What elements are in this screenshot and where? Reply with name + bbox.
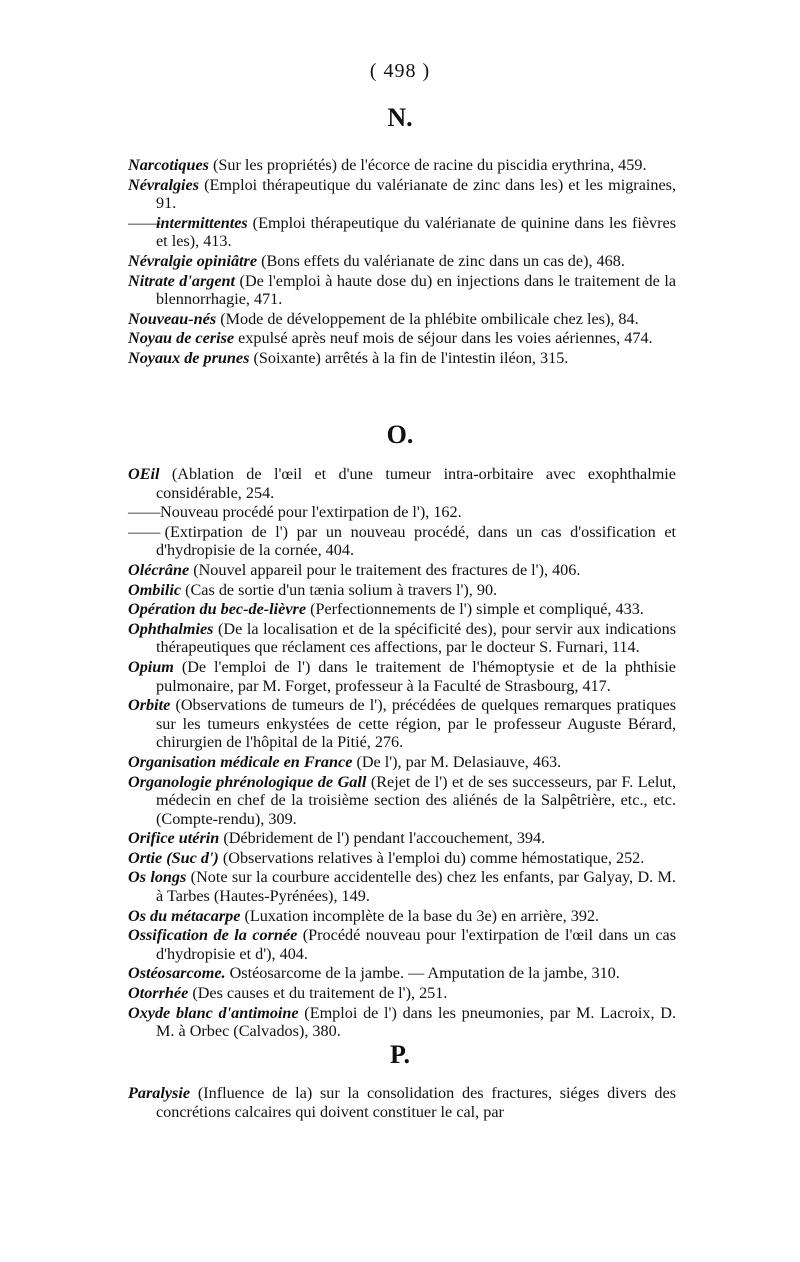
index-entry [128,581,676,600]
index-entry [128,849,676,868]
entry-term: Névralgie opiniâtre [128,251,258,270]
index-entry [128,465,676,502]
entry-text: (Rejet de l') et de ses successeurs, par F. Lelut, médecin en chef de la troisième section des aliénés de la Salpêtrière, etc., etc. (Compte-rendu), 309. [156,772,676,828]
entry-text: (Mode de développement de la phlébite ombilicale chez les), 84. [216,309,639,328]
entry-term: Otorrhée [128,984,189,1003]
index-entry [128,753,676,772]
index-entry [128,272,676,309]
entry-term: Ostéosarcome. [128,964,226,983]
entry-text: Ostéosarcome de la jambe. — Amputation de la jambe, 310. [225,964,620,983]
entry-term: Opium [128,657,174,676]
index-entry [128,156,676,175]
entry-text: (Observations de tumeurs de l'), précédées de quelques remarques pratiques sur les tumeurs enkystées de cette région, par le professeur Auguste Bérard, chirurgien de l'hôpital de la Pitié, 276. [156,696,676,752]
entry-text: (Influence de la) sur la consolidation des fractures, siéges divers des concrétions calcaires qui doivent constituer le cal, par [156,1084,676,1121]
entry-term: Ophthalmies [128,619,214,638]
entry-term: Noyaux de prunes [128,348,250,367]
entry-text: (Emploi de l') dans les pneumonies, par M. Lacroix, D. M. à Orbec (Calvados), 380. [156,1003,676,1041]
entry-term: Oxyde blanc d'antimoine [128,1003,299,1022]
index-entry [128,964,676,983]
entry-term: Organisation médicale en France [128,752,353,771]
entry-text: (Cas de sortie d'un tænia solium à travers l'), 90. [181,580,498,599]
section-letter-p: P. [390,1040,410,1069]
entry-term: Organologie phrénologique de Gall [128,772,367,791]
entry-term: Orbite [128,696,171,715]
entry-term: Noyau de cerise [128,329,235,348]
entry-text: (Note sur la courbure accidentelle des) chez les enfants, par Galyay, D. M. à Tarbes (Hautes-Pyrénées), 149. [156,868,676,906]
index-entry [128,773,676,829]
index-entry [128,1084,676,1121]
index-entry [128,503,676,522]
entry-text: (Sur les propriétés) de l'écorce de racine du piscidia erythrina, 459. [208,156,647,174]
index-entry [128,252,676,271]
index-entry [128,349,676,368]
entry-text: (Perfectionnements de l') simple et compliqué, 433. [306,600,644,619]
entry-term: OEil [128,465,160,483]
entry-text: (De l'), par M. Delasiauve, 463. [352,752,562,771]
index-entry [128,523,676,560]
index-entry [128,984,676,1003]
index-entry [128,561,676,580]
entry-term: Os du métacarpe [128,906,241,925]
entry-text: (Soixante) arrêtés à la fin de l'intestin iléon, 315. [249,348,569,367]
index-entry [128,868,676,905]
entry-text: (Débridement de l') pendant l'accouchement, 394. [219,829,546,848]
entry-text: (Luxation incomplète de la base du 3e) en arrière, 392. [240,906,600,925]
entry-text: (De l'emploi à haute dose du) en injections dans le traitement de la blennorrhagie, 471. [156,271,677,309]
entry-text: expulsé après neuf mois de séjour dans les voies aériennes, 474. [234,329,653,348]
entry-term: Nouveau-nés [128,309,217,328]
entry-text: (Observations relatives à l'emploi du) comme hémostatique, 252. [218,848,645,867]
page-number: ( 498 ) [369,60,431,82]
index-entry [128,829,676,848]
entry-text: (Emploi thérapeutique du valérianate de zinc dans les) et les migraines, 91. [156,175,676,213]
entry-term: Névralgies [128,175,200,194]
index-entry [128,1004,676,1041]
entry-term: Opération du bec-de-lièvre [128,600,307,619]
entry-term: Narcotiques [128,156,209,174]
entry-term: Ossification de la cornée [128,926,298,945]
index-entry [128,620,676,657]
index-entry [128,214,676,251]
section-o [128,465,676,1042]
entry-text: (De la localisation et de la spécificité des), pour servir aux indications thérapeutiques que réclament ces affections, par le docteur S. Furnari, 114. [156,619,676,657]
entry-term: Os longs [128,868,187,887]
entry-text: (Bons effets du valérianate de zinc dans un cas de), 468. [257,251,625,270]
entry-term: intermittentes [156,213,248,232]
entry-text: (De l'emploi de l') dans le traitement de l'hémoptysie et de la phthisie pulmonaire, par M. Forget, professeur à la Faculté de Strasbourg, 417. [156,657,676,695]
entry-dash: —— [128,522,161,541]
entry-term: Ombilic [128,580,182,599]
entry-text: (Nouvel appareil pour le traitement des fractures de l'), 406. [189,560,581,579]
section-letter-o: O. [386,420,414,449]
index-entry [128,658,676,695]
section-n [128,156,676,369]
entry-term: Paralysie [128,1084,191,1102]
entry-text: (Procédé nouveau pour l'extirpation de l'œil dans un cas d'hydropisie et d'), 404. [156,926,676,963]
entry-dash: —— [128,213,161,232]
index-entry [128,329,676,348]
entry-text: (Emploi thérapeutique du valérianate de quinine dans les fièvres et les), 413. [156,213,676,251]
index-entry [128,926,676,963]
entry-dash: —— [128,503,161,522]
entry-term: Olécrâne [128,560,190,579]
entry-term: Orifice utérin [128,829,220,848]
index-entry [128,600,676,619]
index-entry [128,310,676,329]
index-entry [128,176,676,213]
section-letter-n: N. [387,103,413,132]
entry-text: Nouveau procédé pour l'extirpation de l'), 162. [156,503,462,522]
index-entry [128,907,676,926]
index-entry [128,696,676,752]
section-p [128,1084,676,1122]
entry-term: Nitrate d'argent [128,271,236,290]
entry-term: Ortie (Suc d') [128,848,219,867]
entry-text: (Extirpation de l') par un nouveau procédé, dans un cas d'ossification et d'hydropisie de la cornée, 404. [156,522,676,560]
entry-text: (Ablation de l'œil et d'une tumeur intra-orbitaire avec exophthalmie considérable, 254. [156,465,676,502]
entry-text: (Des causes et du traitement de l'), 251. [188,984,448,1003]
